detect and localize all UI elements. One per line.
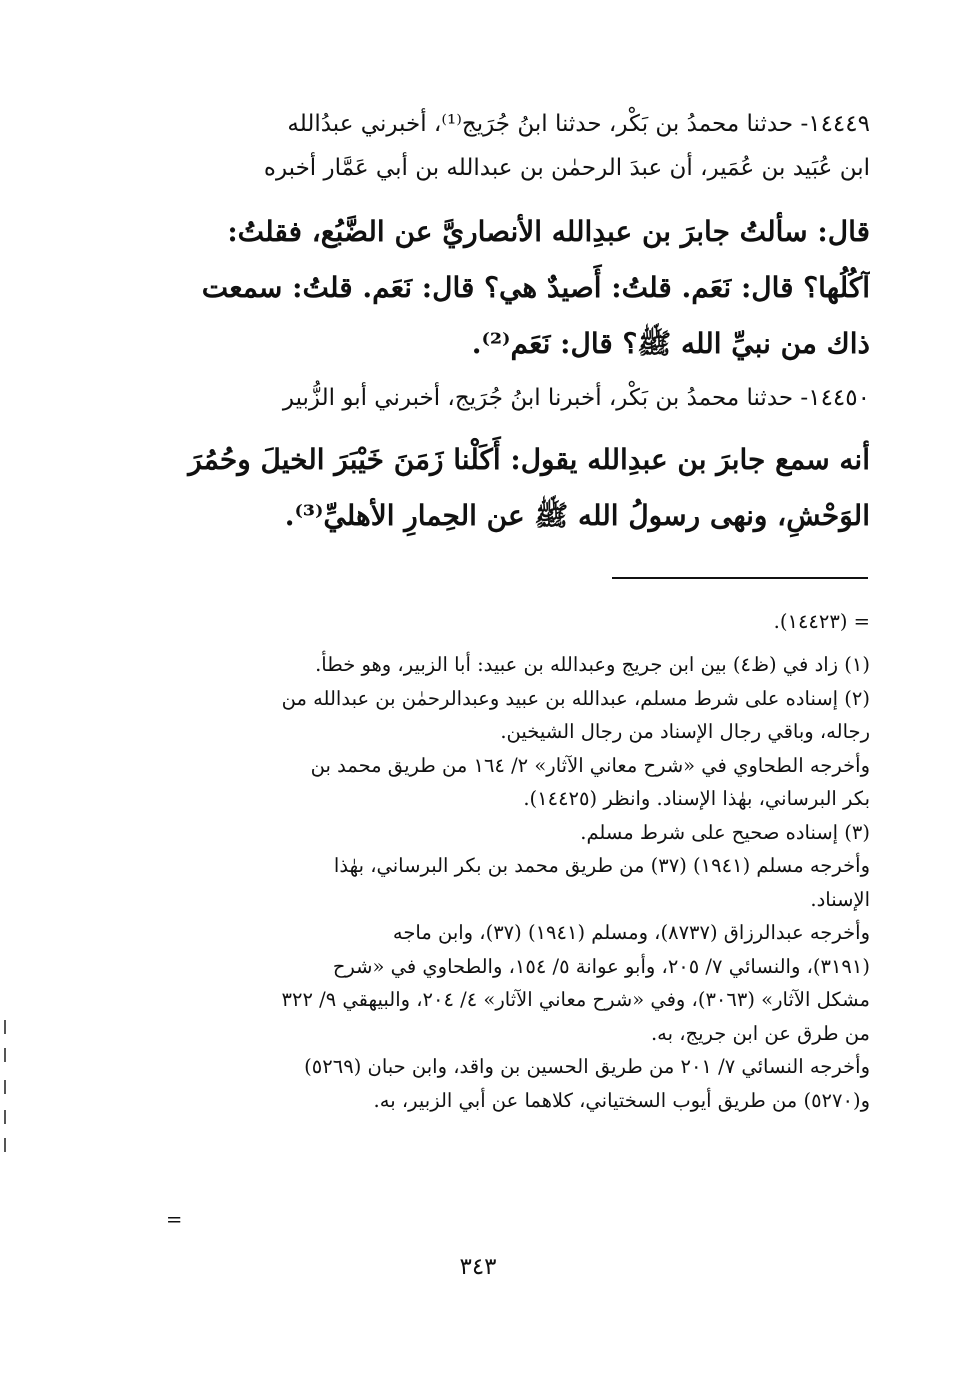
hadith-14450-isnad [150, 376, 870, 420]
footnote-2-line-4: بكر البرساني، بهٰذا الإسناد. وانظر (١٤٤٢٥). [523, 787, 870, 810]
hadith-14449-matn-line-1: قال: سألتُ جابرَ بن عبدِالله الأنصاريَّ عن الضَّبُع، فقلتُ: [227, 215, 870, 248]
hadith-14449-isnad-line-2: ابن عُبَيد بن عُمَير، أن عبدَ الرحمٰن بن عبدالله بن أبي عَمَّار أخبره [263, 155, 870, 181]
scan-mark [4, 1020, 6, 1034]
hadith-14450-matn [150, 432, 870, 544]
scan-mark [4, 1080, 6, 1094]
hadith-14449-isnad-line-1: ١٤٤٤٩- حدثنا محمدُ بن بَكْر، حدثنا ابنُ جُرَيج⁽¹⁾، أخبرني عبدُالله [287, 111, 870, 137]
footnote-3-line-8: وأخرجه النسائي ٧/ ٢٠١ من طريق الحسين بن واقد، وابن حبان (٥٢٦٩) [304, 1055, 870, 1078]
footnote-3-line-4: وأخرجه عبدالرزاق (٨٧٣٧)، ومسلم (١٩٤١) (٣٧)، وابن ماجه [392, 921, 870, 944]
footnote-continued-mark: = [166, 1208, 183, 1231]
footnote-carry-over: = (١٤٤٢٣). [773, 610, 870, 633]
hadith-14450-matn-line-1: أنه سمع جابرَ بن عبدِالله يقول: أَكَلْنا زَمَنَ خَيْبَرَ الخيلَ وحُمُرَ [188, 443, 870, 476]
footnote-separator [612, 577, 868, 579]
footnote-3-line-1: (٣) إسناده صحيح على شرط مسلم. [580, 820, 870, 844]
scan-mark [4, 1110, 6, 1124]
footnote-3-line-9: و(٥٢٧٠) من طريق أيوب السختياني، كلاهما عن أبي الزبير، به. [373, 1088, 870, 1112]
footnote-2-line-1: (٢) إسناده على شرط مسلم، عبدالله بن عبيد وعبدالرحمٰن بن عبدالله من [281, 686, 870, 710]
footnote-1-line-1: (١) زاد في (ظ٤) بين ابن جريج وعبدالله بن عبيد: أبا الزبير، وهو خطأ. [315, 653, 870, 676]
hadith-14449-isnad [150, 102, 870, 190]
hadith-14449-matn-line-2: آكُلُها؟ قال: نَعَم. قلتُ: أَصيدٌ هي؟ قال: نَعَم. قلتُ: سمعت [201, 271, 870, 304]
hadith-14450-isnad-line-1: ١٤٤٥٠- حدثنا محمدُ بن بَكْر، أخبرنا ابنُ جُرَيج، أخبرني أبو الزُّبير [282, 385, 870, 411]
footnote-3-line-7: من طرق عن ابن جريج، به. [650, 1021, 870, 1045]
hadith-14450-matn-line-2: الوَحْشِ، ونهى رسولُ الله ﷺ عن الحِمارِ الأهليِّ⁽³⁾. [284, 499, 870, 532]
footnote-3-line-3: الإسناد. [810, 887, 870, 911]
hadith-14449-matn-line-3: ذاك من نبيِّ الله ﷺ؟ قال: نَعَم⁽²⁾. [471, 327, 870, 360]
page-number: ٣٤٣ [459, 1254, 497, 1280]
scan-mark [4, 1138, 6, 1152]
footnote-3-line-2: وأخرجه مسلم (١٩٤١) (٣٧) من طريق محمد بن بكر البرساني، بهٰذا [333, 854, 870, 877]
footnotes [150, 648, 870, 1117]
hadith-14449-matn [150, 204, 870, 372]
footnote-3-line-6: مشكل الآثار» (٣٠٦٣)، وفي «شرح معاني الآثار» ٤/ ٢٠٤، والبيهقي ٩/ ٣٢٢ [281, 988, 870, 1011]
scan-mark [4, 1048, 6, 1062]
footnote-3-line-5: (٣١٩١)، والنسائي ٧/ ٢٠٥، وأبو عوانة ٥/ ١٥٤، والطحاوي في «شرح [332, 954, 870, 978]
footnote-2-line-3: وأخرجه الطحاوي في «شرح معاني الآثار» ٢/ ١٦٤ من طريق محمد بن [310, 753, 870, 777]
footnote-2-line-2: رجاله، وباقي رجال الإسناد من رجال الشيخين. [500, 720, 870, 743]
